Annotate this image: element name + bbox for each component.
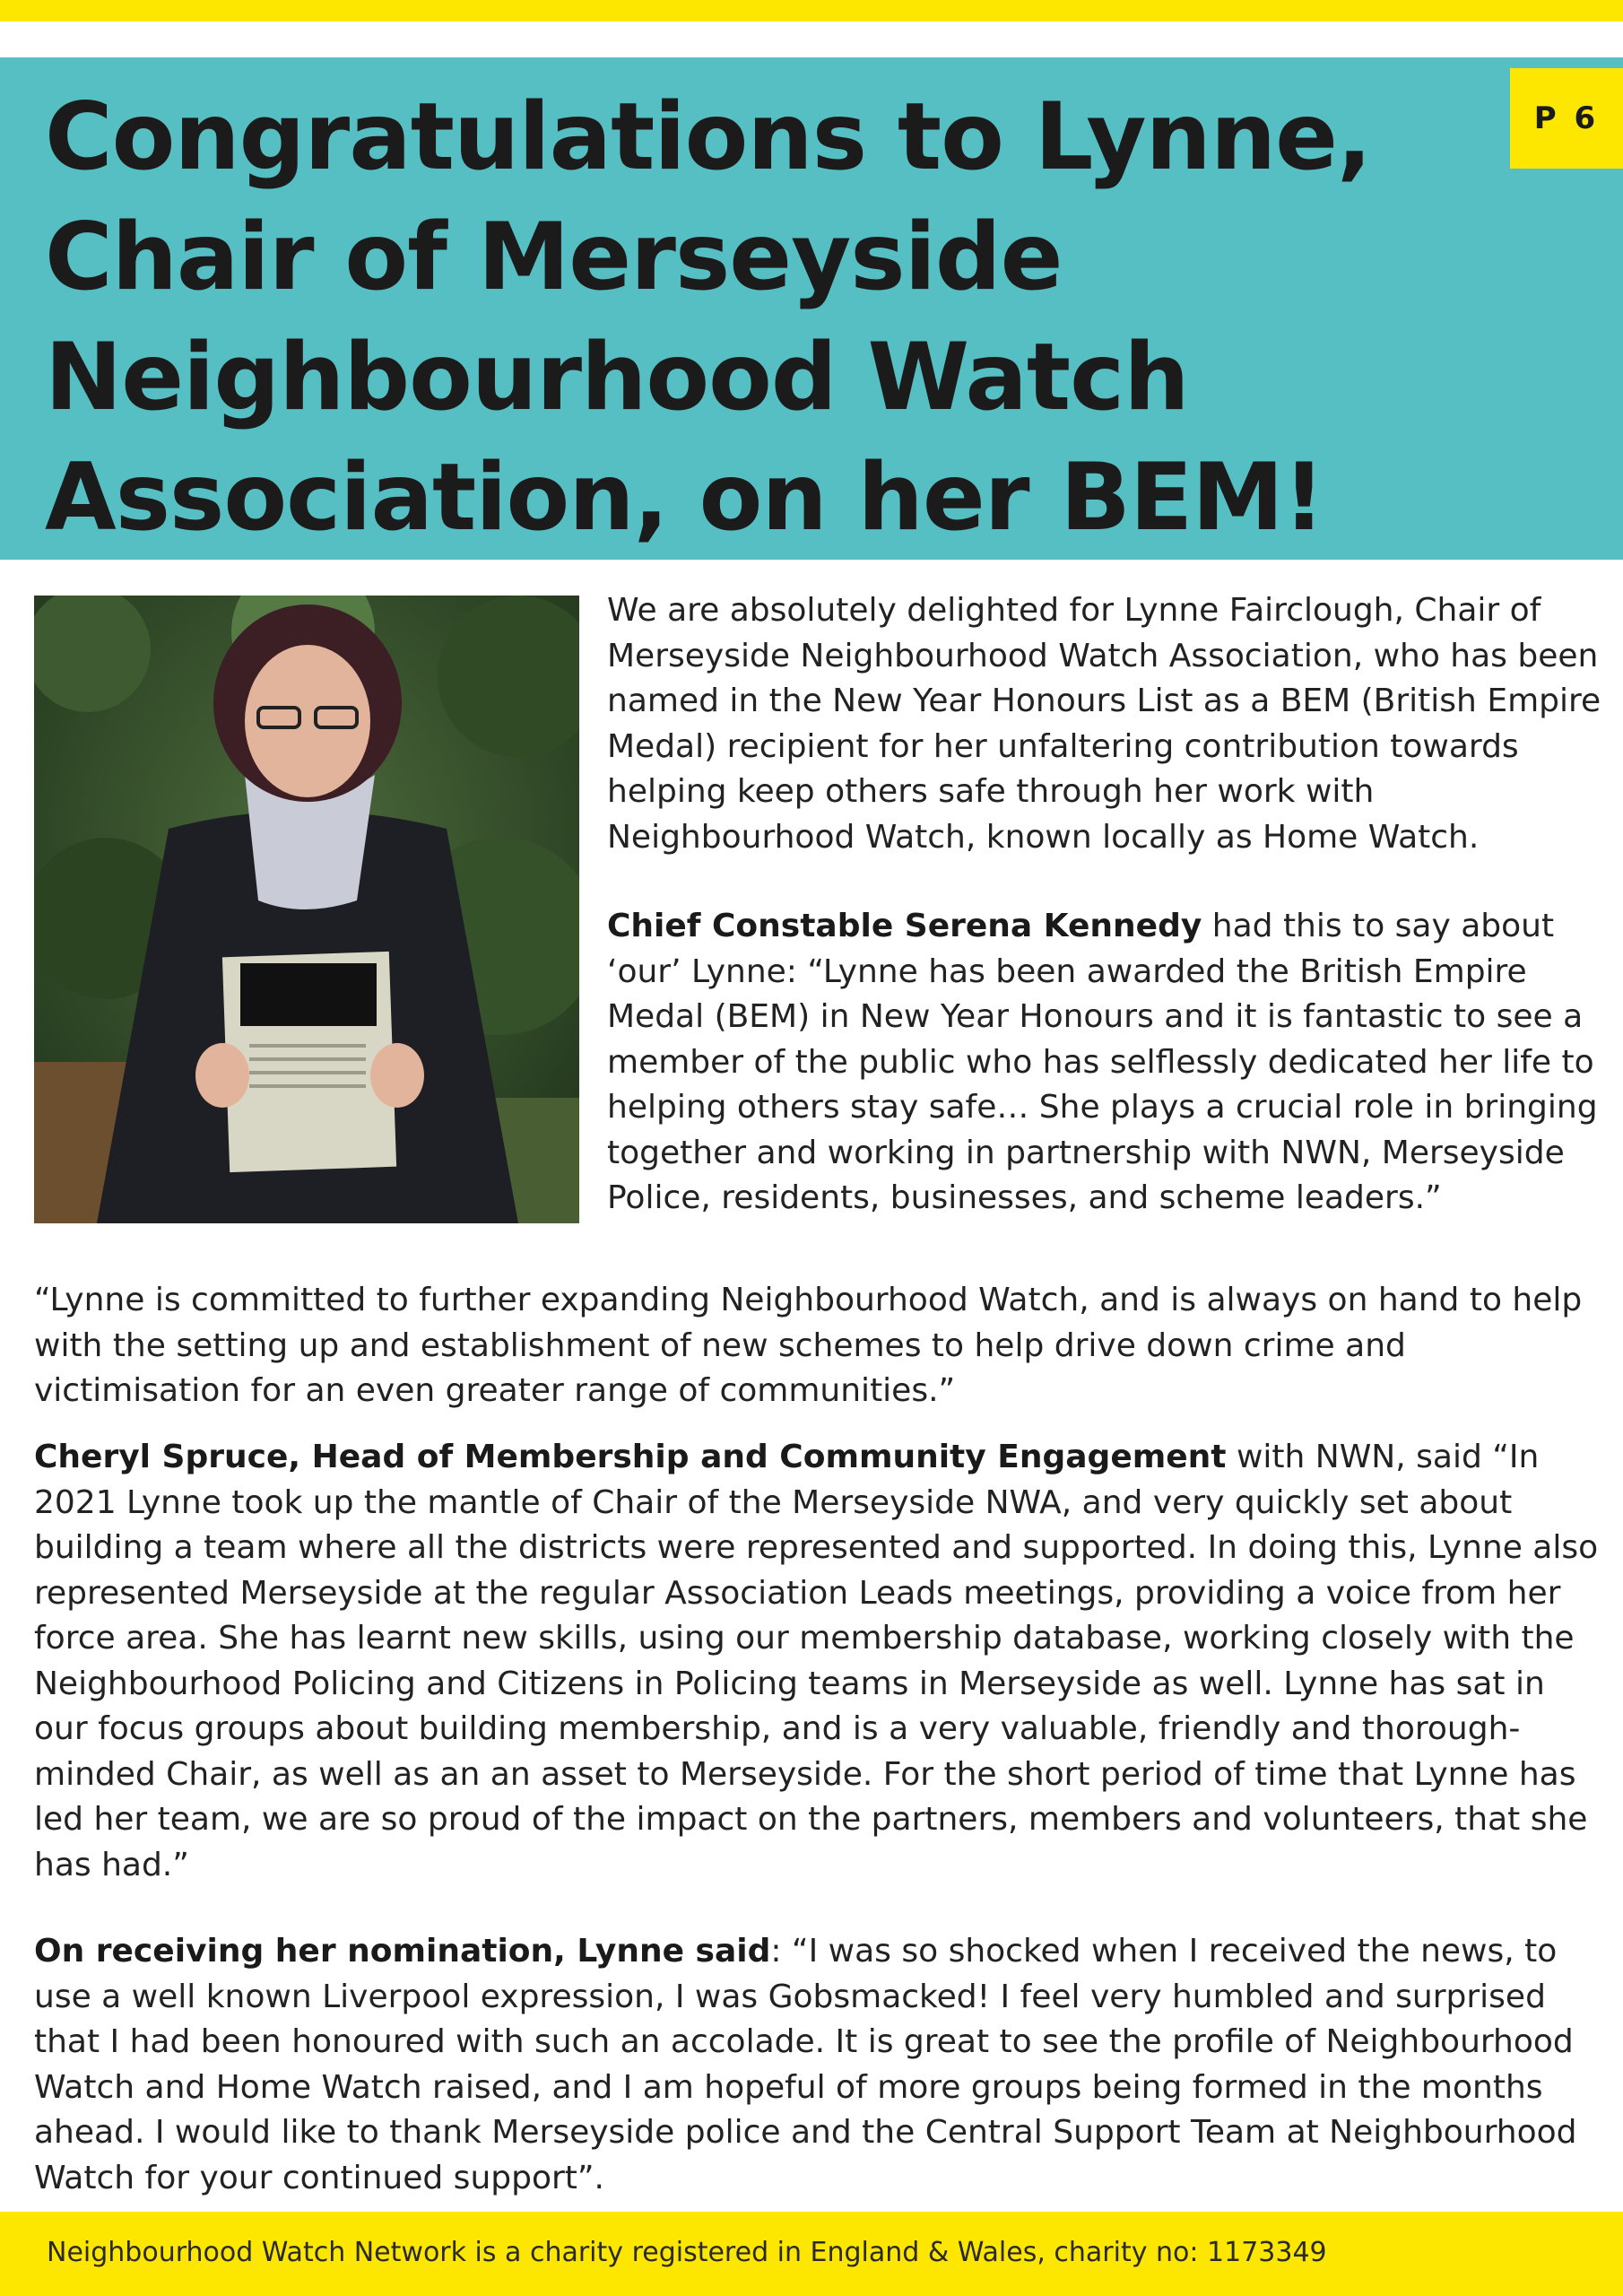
- quote2-text: with NWN, said “In 2021 Lynne took up the mantle of Chair of the Merseyside NWA, and very quickly set about building a team where all the districts were represented and supported. In doing this, Lynne also represented Merseyside at the regular Association Leads meetings, providing a voice from her force area. She has learnt new skills, using our membership database, working closely with the Neighbourhood Policing and Citizens in Policing teams in Merseyside as well. Lynne has sat in our focus groups about building membership, and is a very valuable, friendly and thorough-minded Chair, as well as an an asset to Merseyside. For the short period of time that Lynne has led her team, we are so proud of the impact on the partners, members and volunteers, that she has had.”: [34, 1439, 1599, 1883]
- footer-charity-text: Neighbourhood Watch Network is a charity registered in England & Wales, charity no: 1173349: [47, 2237, 1327, 2268]
- quote3-text: : “I was so shocked when I received the news, to use a well known Liverpool expression, I was Gobsmacked! I feel very humbled and surprised that I had been honoured with such an accolade. It is great to see the profile of Neighbourhood Watch and Home Watch raised, and I am hopeful of more groups being formed in the months ahead. I would like to thank Merseyside police and the Central Support Team at Neighbourhood Watch for your continued support”.: [34, 1933, 1577, 2196]
- portrait-photo-icon: [34, 596, 579, 1223]
- quote2-speaker: Cheryl Spruce, Head of Membership and Community Engagement: [34, 1439, 1227, 1475]
- quote1-speaker: Chief Constable Serena Kennedy: [607, 908, 1202, 944]
- quote1-paragraph: [607, 904, 1602, 1222]
- top-accent-strip: [0, 0, 1623, 22]
- portrait-photo: [34, 596, 579, 1223]
- quote3-speaker: On receiving her nomination, Lynne said: [34, 1933, 771, 1970]
- quote3-paragraph: [34, 1929, 1603, 2201]
- intro-paragraph: We are absolutely delighted for Lynne Fairclough, Chair of Merseyside Neighbourhood Watch Association, who has been named in the New Year Honours List as a BEM (British Empire Medal) recipient for her unfaltering contribution towards helping keep others safe through her work with Neighbourhood Watch, known locally as Home Watch.: [607, 592, 1601, 856]
- quote1-continued-paragraph: “Lynne is committed to further expanding Neighbourhood Watch, and is always on hand to help with the setting up and establishment of new schemes to help drive down crime and victimisation for an even greater range of communities.”: [34, 1282, 1583, 1409]
- page-number-badge: P 6: [1510, 68, 1623, 169]
- quote2-paragraph: [34, 1435, 1603, 1888]
- quote1-text: had this to say about ‘our’ Lynne: “Lynne has been awarded the British Empire Medal (BEM) in New Year Honours and it is fantastic to see a member of the public who has selflessly dedicated her life to helping others stay safe… She plays a crucial role in bringing together and working in partnership with NWN, Merseyside Police, residents, businesses, and scheme leaders.”: [607, 908, 1598, 1216]
- page-title: Congratulations to Lynne, Chair of Merseyside Neighbourhood Watch Association, on her BEM!: [45, 83, 1372, 552]
